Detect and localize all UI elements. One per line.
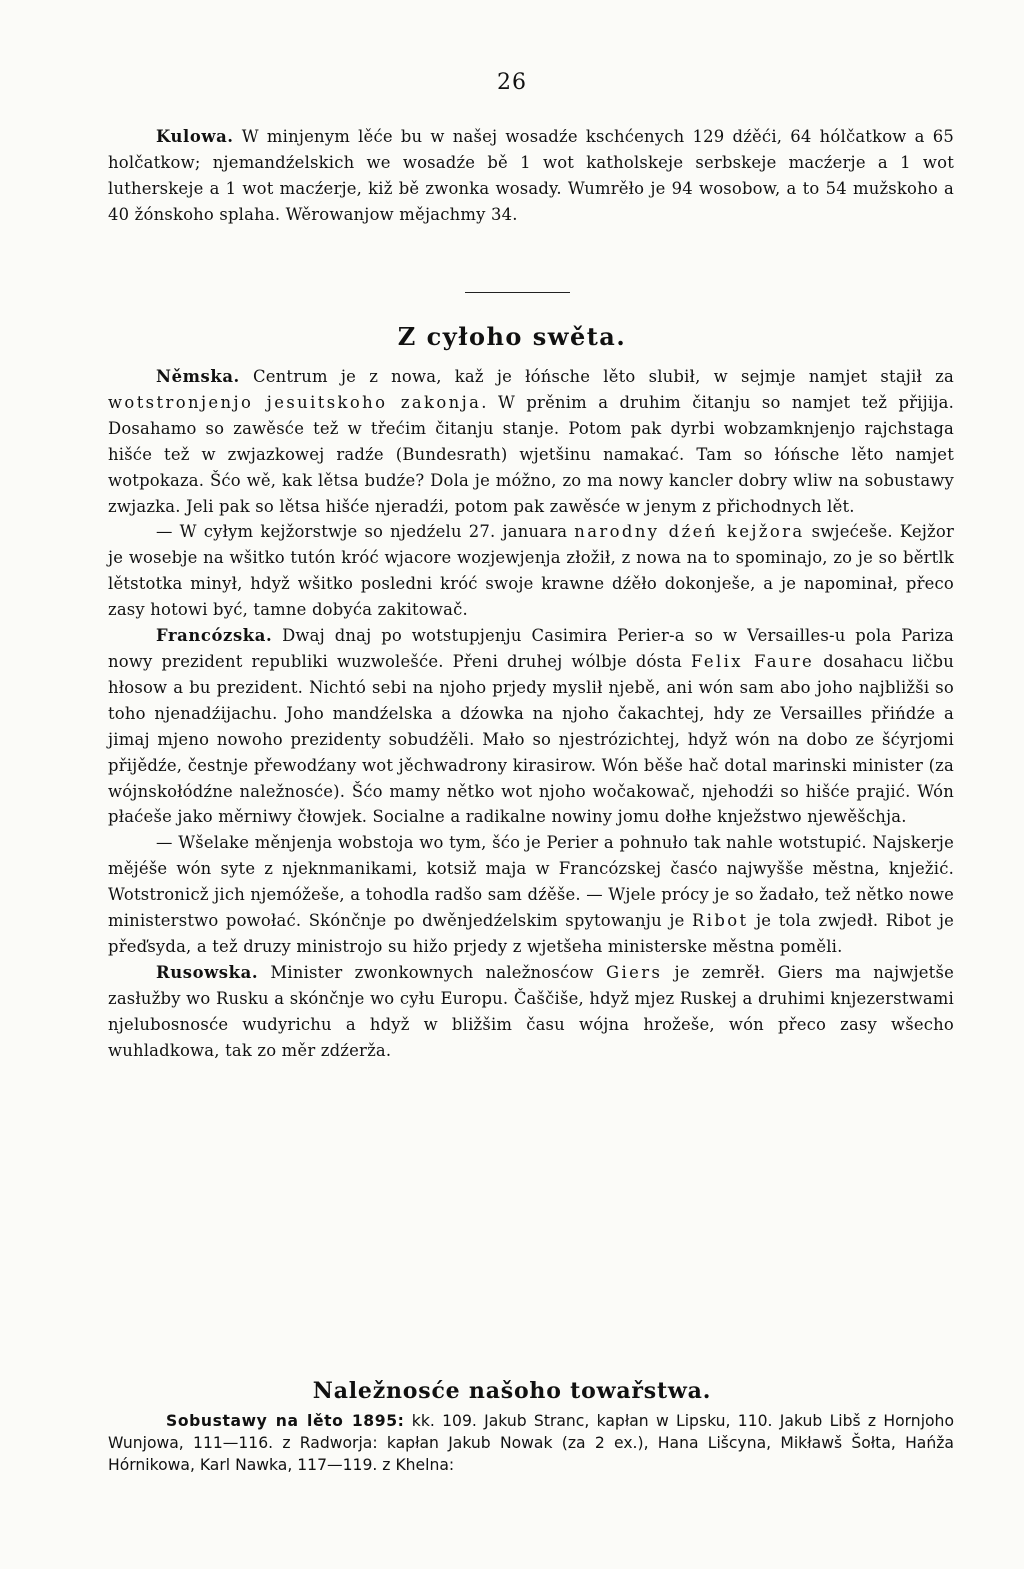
heading-kulowa: Kulowa. [156,127,234,146]
heading-nemska: Němska. [156,367,240,386]
text-francozska-spaced: Felix Faure [690,651,815,671]
text-nemska-2: . W prěnim a druhim čitanju so namjet tež přijija. Dosahamo so zawěsće tež w třećim čitanju stanje. Potom pak dyrbi wobzamknjenjo rajchstaga hišće tež w zwjazkowej radźe (Bundesrath) wjetšinu namakać. Tam so łóńsche lěto namjet wotpokaza. Šćo wě, kak lětsa budźe? Dola je móžno, zo ma nowy kancler dobry wliw na sobustawy zwjazka. Jeli pak so lětsa hišće njeradźi, potom pak zawěsće w jenym z přichodnych lět. [108,392,955,516]
text-francozska-1: Dwaj dnaj po wotstupjenju Casimira Perier-a so w Versailles-u pola Pariza nowy prezident republiki wuzwolešće. Přeni druhej wólbje dósta [108,626,954,671]
paragraph-kulowa [108,124,954,228]
text-francozska-2: dosahacu ličbu hłosow a bu prezident. Nichtó sebi na njoho prjedy myslił njebě, ani wón sam abo joho najbližši so toho njenadźijachu. Joho mandźelska a dźowka na njoho čakachtej, hdy ze Versailles přińdźe a jimaj mjeno nowoho prezidenty sobudźěli. Mało so njestrózichtej, hdyž wón na dobo ze šćyrjomi přijědźe, čestnje přewodźany wot jěchwadrony kirasirow. Wón běše hač dotal marinski minister (za wójnskołódźne naležnosće). Šćo mamy nětko wot njoho wočakowač, njehodźi so hišće prajić. Wón płaćeše jako měrniwy čłowjek. Socialne a radikalne nowiny jomu dołhe knježstwo njewěšchja. [108,651,954,827]
paragraph-nemska: Němska. Centrum je z nowa, kaž je łóńsche lěto slubił, w sejmje namjet stajił za wotstronjenjo jesuitskoho zakonja. W prěnim a druhim čitanju so namjet tež přijija. Dosahamo so zawěsće tež w třećim čitanju stanje. Potom pak dyrbi wobzamknjenjo rajchstaga hišće tež w zwjazkowej radźe (Bundesrath) wjetšinu namakać. Tam so łóńsche lěto namjet wotpokaza. Šćo wě, kak lětsa budźe? Dola je móžno, zo ma nowy kancler dobry wliw na sobustawy zwjazka. Jeli pak so lětsa hišće njeradźi, potom pak zawěsće w jenym z přichodnych lět. — W cyłym kejžorstwje so njedźelu 27. januara narodny dźeń kejžora swjećeše. Kejžor je wosebje na wšitko tutón króć wjacore wozjewjenja złožił, z nowa na to spominajo, zo je so běrtlk lětstotka minył, hdyž wšitko posledni króć swoje krawne dźěło dokonješe, a je napominał, přeco zasy hotowi być, tamne dobyća zakitowač. Francózska. Dwaj dnaj po wotstupjenju Casimira Perier-a so w Versailles-u pola Pariza nowy prezident republiki wuzwolešće. Přeni druhej wólbje dósta Felix Faure dosahacu ličbu hłosow a bu prezident. Nichtó sebi na njoho prjedy myslił njebě, ani wón sam abo joho najbližši so toho njenadźijachu. Joho mandźelska a dźowka na njoho čakachtej, hdy ze Versailles přińdźe a jimaj mjeno nowoho prezidenty sobudźěli. Mało so njestrózichtej, hdyž wón na dobo ze šćyrjomi přijědźe, čestnje přewodźany wot jěchwadrony kirasirow. Wón běše hač dotal marinski minister (za wójnskołódźne naležnosće). Šćo mamy nětko wot njoho wočakowač, njehodźi so hišće prajić. Wón płaćeše jako měrniwy čłowjek. Socialne a radikalne nowiny jomu dołhe knježstwo njewěšchja. — Wšelake měnjenja wobstoja wo tym, šćo je Perier a pohnuło tak nahle wotstupić. Najskerje mějéše wón syte z njeknmanikami, kotsiž maja w Francózskej časćo najwyšše městna, knježić. Wotstronicž jich njemóžeše, a tohodla radšo sam dźěše. — Wjele prócy je so žadało, tež nětko nowe ministerstwo powołać. Skónčnje po dwěnjedźelskim spytowanju je Ribot je tola zwjedł. Ribot je přeďsyda, a tež druzy ministrojo su hižo prjedy z wjetšeha ministerske městna poměli. Rusowska. Minister zwonkownych naležnosćow Giers je zemrěł. Giers ma najwjetše zasłužby wo Rusku a skónčnje wo cyłu Europu. Čaščiše, hdyž mjez Ruskej a druhimi knjezerstwami njelubosnosće wudyrichu a hdyž w bližšim času wójna hrožeše, wón přeco zasy wšecho wuhladkowa, tak zo měr zdźerža. [108,367,955,1060]
page-number: 26 [497,70,527,95]
separator-rule [465,292,570,293]
text-nemska-b1: W cyłym kejžorstwje so njedźelu 27. januara [179,522,575,542]
text-rusowska-spaced: Giers [605,962,663,982]
text-rusowska-2: je zemrěł. Giers ma najwjetše zasłužby wo Rusku a skónčnje wo cyłu Europu. Čaščiše, hdyž mjez Ruskej a druhimi knjezerstwami njelubosnosće wudyrichu a hdyž w bližšim času wójna hrožeše, wón přeco zasy wšecho wuhladkowa, tak zo měr zdźerža. [108,962,954,1060]
text-nemska-b2: swjećeše. Kejžor je wosebje na wšitko tutón króć wjacore wozjewjenja złožił, z nowa na to spominajo, zo je so běrtlk lětstotka minył, hdyž wšitko posledni króć swoje krawne dźěło dokonješe, a je napominał, přeco zasy hotowi być, tamne dobyća zakitowač. [108,522,954,620]
text-nemska-1: Centrum je z nowa, kaž je łóńsche lěto slubił, w sejmje namjet stajił za [253,367,954,386]
text-nemska-spaced: wotstronjenjo jesuitskoho zakonja [108,392,482,412]
text-francozska-b2: je tola zwjedł. Ribot je přeďsyda, a tež druzy ministrojo su hižo prjedy z wjetšeha ministerske městna poměli. [108,911,955,956]
text-nemska-b-spaced: narodny dźeń kejžora [574,522,805,542]
heading-francozska: Francózska. [156,626,273,646]
text-francozska-b-spaced: Ribot [692,911,749,931]
text-francozska-b1: Wšelake měnjenja wobstoja wo tym, šćo je Perier a pohnuło tak nahle wotstupić. Najskerje mějéše wón syte z njeknmanikami, kotsiž maja w Francózskej časćo najwyšše městna, knježić. Wotstronicž jich njemóžeše, a tohodla radšo sam dźěše. — Wjele prócy je so žadało, tež nětko nowe ministerstwo powołać. Skónčnje po dwěnjedźelskim spytowanju je [108,833,954,931]
text-sobustawy: kk. 109. Jakub Stranc, kapłan w Lipsku, 110. Jakub Libš z Hornjoho Wunjowa, 111—116. z Radworja: kapłan Jakub Nowak (za 2 ex.), Hana Lišcyna, Mikławš Šołta, Hańža Hórnikowa, Karl Nawka, 117—119. z Khelna: [108,1412,954,1474]
paragraph-sobustawy [108,1410,954,1476]
section-title: Z cyłoho swěta. [397,322,627,351]
section-title-towarstwo: Naležnosće našoho towařstwa. [312,1378,712,1404]
text-rusowska-1: Minister zwonkownych naležnosćow [270,962,606,982]
heading-sobustawy: Sobustawy na lěto 1895: [166,1412,405,1430]
text-kulowa: W minjenym lěće bu w našej wosadźe kschćenych 129 dźěći, 64 hólčatkow a 65 holčatkow; njemandźelskich we wosadźe bě 1 wot katholskeje serbskeje macźerje a 1 wot lutherskeje a 1 wot macźerje, kiž bě zwonka wosady. Wumrěło je 94 wosobow, a to 54 mužskoho a 40 žónskoho splaha. Wěrowanjow mějachmy 34. [108,127,954,224]
heading-rusowska: Rusowska. [156,962,259,982]
